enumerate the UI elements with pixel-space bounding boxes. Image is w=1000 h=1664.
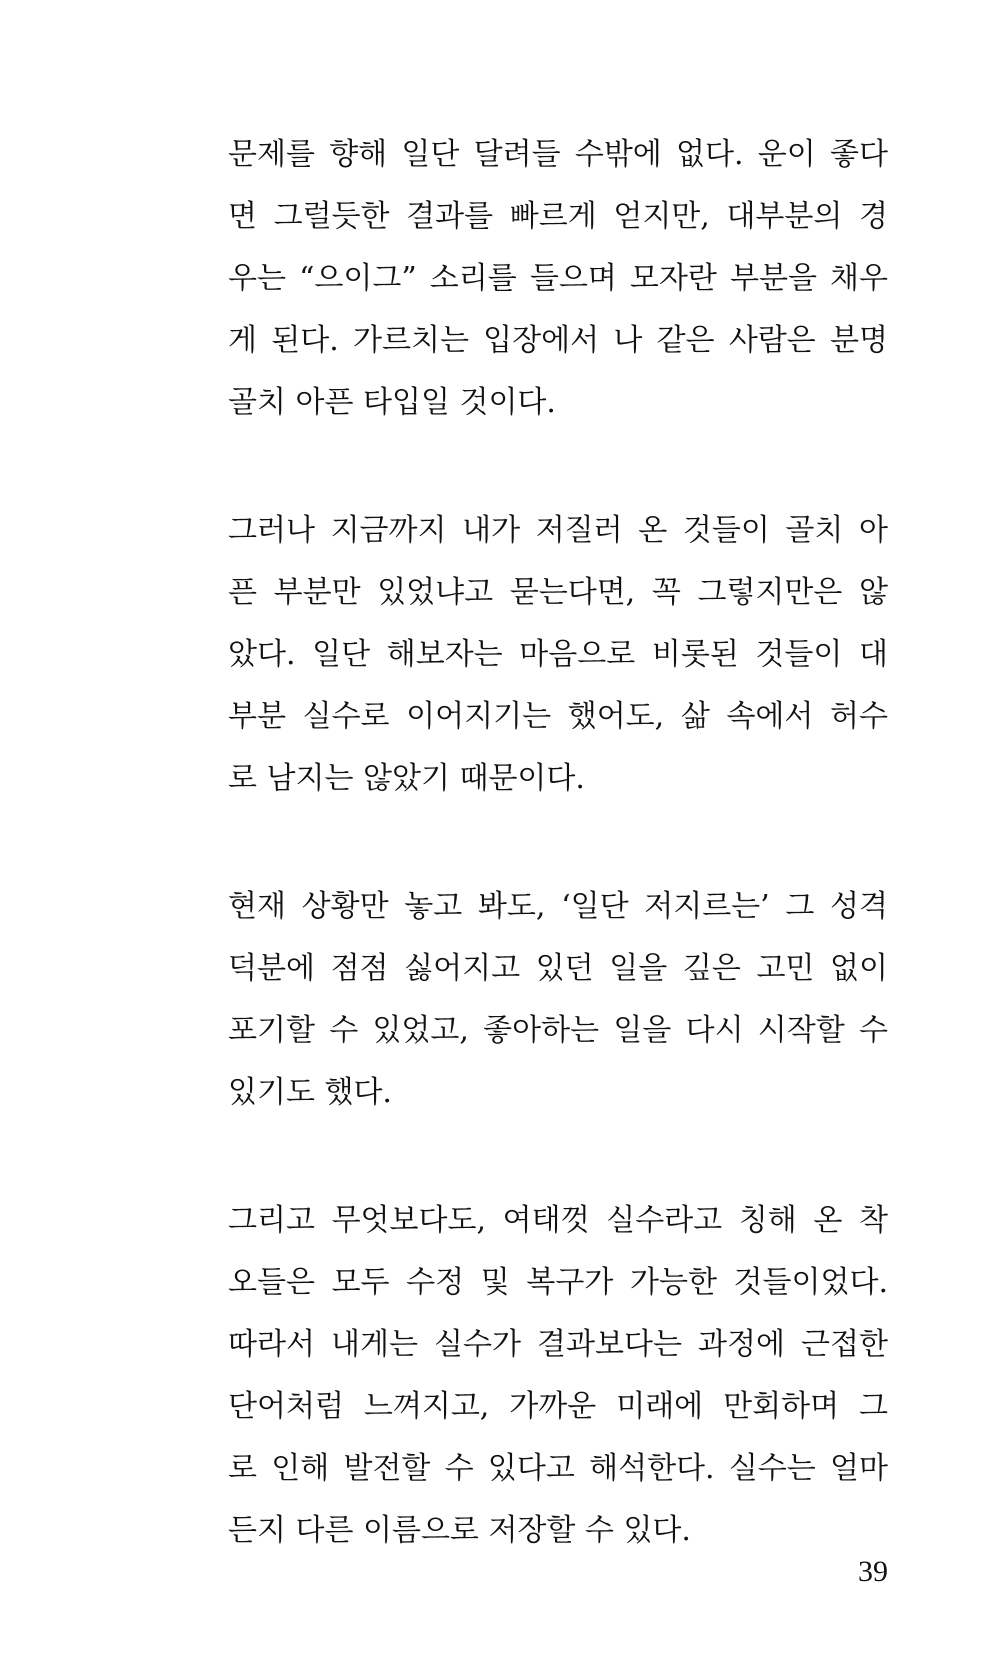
paragraph-spacer	[228, 1124, 888, 1190]
text-line: 로 인해 발전할 수 있다고 해석한다. 실수는 얼마	[228, 1451, 888, 1486]
text-line: 있기도 했다.	[228, 1075, 392, 1110]
text-line: 단어처럼 느껴지고, 가까운 미래에 만회하며 그	[228, 1389, 888, 1424]
text-line: 든지 다른 이름으로 저장할 수 있다.	[228, 1513, 691, 1548]
text-line: 따라서 내게는 실수가 결과보다는 과정에 근접한	[228, 1327, 888, 1362]
paragraph-spacer	[228, 810, 888, 876]
text-line: 그러나 지금까지 내가 저질러 온 것들이 골치 아	[228, 513, 888, 548]
text-line: 부분 실수로 이어지기는 했어도, 삶 속에서 허수	[228, 699, 888, 734]
text-line: 현재 상황만 놓고 봐도, ‘일단 저지르는’ 그 성격	[228, 889, 888, 924]
page-number: 39	[858, 1555, 888, 1588]
text-line: 로 남지는 않았기 때문이다.	[228, 761, 585, 796]
text-line: 았다. 일단 해보자는 마음으로 비롯된 것들이 대	[228, 637, 888, 672]
paragraph-3	[228, 876, 888, 1124]
paragraph-spacer	[228, 434, 888, 500]
text-line: 픈 부분만 있었냐고 묻는다면, 꼭 그렇지만은 않	[228, 575, 888, 610]
text-line: 골치 아픈 타입일 것이다.	[228, 385, 556, 420]
paragraph-1	[228, 124, 888, 434]
text-line: 덕분에 점점 싫어지고 있던 일을 깊은 고민 없이	[228, 951, 888, 986]
paragraph-4	[228, 1190, 888, 1562]
text-line: 게 된다. 가르치는 입장에서 나 같은 사람은 분명	[228, 323, 888, 358]
text-line: 포기할 수 있었고, 좋아하는 일을 다시 시작할 수	[228, 1013, 888, 1048]
text-line: 면 그럴듯한 결과를 빠르게 얻지만, 대부분의 경	[228, 199, 888, 234]
paragraph-2	[228, 500, 888, 810]
text-line: 그리고 무엇보다도, 여태껏 실수라고 칭해 온 착	[228, 1203, 888, 1238]
text-line: 우는 “으이그” 소리를 들으며 모자란 부분을 채우	[228, 261, 888, 296]
text-line: 문제를 향해 일단 달려들 수밖에 없다. 운이 좋다	[228, 137, 888, 172]
text-line: 오들은 모두 수정 및 복구가 가능한 것들이었다.	[228, 1265, 888, 1300]
body-text	[228, 124, 888, 1562]
